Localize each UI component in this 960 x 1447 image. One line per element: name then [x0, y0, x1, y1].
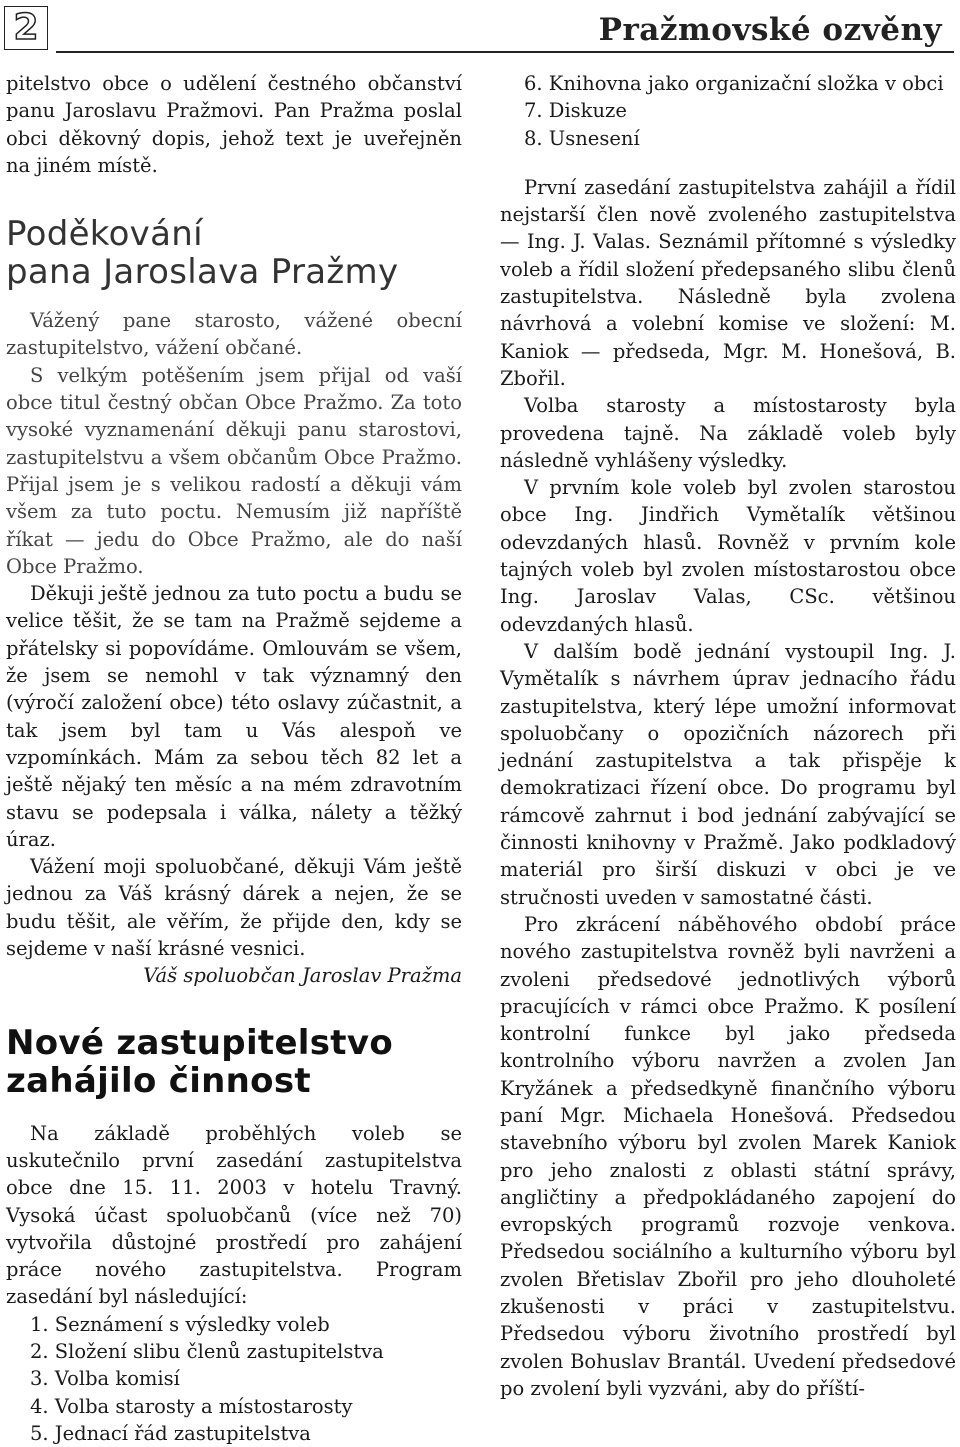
- list-item: 5. Jednací řád zastupitelstva: [30, 1421, 311, 1445]
- list-item: 1. Seznámení s výsledky voleb: [30, 1312, 330, 1336]
- list-item: 6. Knihovna jako organizační složka v obci: [524, 72, 944, 95]
- masthead: Pražmovské ozvěny: [598, 12, 942, 48]
- article-paragraph: V dalším bodě jednání vystoupil Ing. J. Vymětalík s návrhem úprav jednacího řádu zastupitelstva, který lépe umožní informovat spoluobčany o opozičních názorech při jednání zastupitelstva a tak přispěje k demokratizaci řízení obce. Do programu byl rámcově zahrnut i bod jednání zabývající se činnosti knihovny v Pražmě. Jako podkladový materiál pro širší diskuzi v obci je ve stručnosti uveden v samostatné části.: [500, 639, 956, 909]
- article-paragraph: První zasedání zastupitelstva zahájil a řídil nejstarší člen nově zvoleného zastupitelstva — Ing. J. Valas. Seznámil přítomné s výsledky voleb a řídil složení předepsaného slibu členů zastupitelstva. Následně byla zvolena návrhová a volební komise ve složení: M. Kaniok — předseda, Mgr. M. Honešová, B. Zbořil.: [500, 175, 956, 390]
- intro-paragraph: pitelstvo obce o udělení čestného občanství panu Jaroslavu Pražmovi. Pan Pražma poslal obci děkovný dopis, jehož text je uveřejněn na jiném místě.: [6, 72, 462, 177]
- article-paragraph: Pro zkrácení náběhového období práce nového zastupitelstva rovněž byli navrženi a zvoleni předsedové jednotlivých výborů pracujících v rámci obce Pražmo. K posílení kontrolní funkce byl jako předseda kontrolního výboru navržen a zvolen Jan Kryžánek a předsedkyně finančního výboru paní Mgr. Michaela Honešová. Předsedou stavebního výboru byl zvolen Marek Kaniok pro jeho znalosti z oblasti státní správy, angličtiny a předpokládaného zapojení do evropských programů rozvoje venkova. Předsedou sociálního a kulturního výboru byl zvolen Břetislav Zbořil pro jeho dlouholeté zkušenosti v práci v zastupitelstvu. Předsedou výboru životního prostředí byl zvolen Bohuslav Brantál. Uvedení předsedové po zvolení byli vyzváni, aby do příští-: [500, 912, 956, 1400]
- header-rule: [56, 51, 954, 53]
- page-number: 2: [4, 6, 48, 50]
- article-paragraph: Na základě proběhlých voleb se uskutečnilo první zasedání zastupitelstva obce dne 15. 11. 2003 v hotelu Travný. Vysoká účast spoluobčanů (více než 70) vytvořila důstojné prostředí pro zahájení práce nového zastupitelstva. Program zasedání byl následující:: [6, 1121, 462, 1309]
- right-column: [500, 70, 956, 1402]
- letter-paragraph: Děkuji ještě jednou za tuto poctu a budu se velice těšit, že se tam na Pražmě sejdeme a přátelsky si popovídáme. Omlouvám se všem, že jsem se nemohl v tak významný den (výročí založení obce) této oslavy zúčastnit, a tak jsem byl tam u Vás alespoň ve vzpomínkách. Mám za sebou těch 82 let a ještě nějaký ten měsíc a na mém zdravotním stavu se podepsala i válka, nálety a těžký úraz.: [6, 582, 462, 851]
- program-list-continued: [500, 70, 956, 152]
- signature: Váš spoluobčan Jaroslav Pražma: [143, 964, 462, 988]
- title-line: zahájilo činnost: [6, 1060, 311, 1101]
- list-item: 2. Složení slibu členů zastupitelstva: [30, 1339, 384, 1363]
- left-column: [6, 70, 462, 1447]
- list-item: 8. Usnesení: [524, 126, 640, 150]
- article-title-council: [6, 1024, 462, 1100]
- title-line: Poděkování: [6, 214, 203, 255]
- salutation: Vážený pane starosto, vážené obecní zastupitelstvo, vážení občané.: [6, 309, 462, 360]
- article-paragraph: V prvním kole voleb byl zvolen starostou obce Ing. Jindřich Vymětalík většinou odevzdaných hlasů. Rovněž v prvním kole tajných voleb byl zvolen místostarostou obce Ing. Jaroslav Valas, CSc. většinou odevzdaných hlasů.: [500, 476, 956, 636]
- program-list: [6, 1311, 462, 1447]
- list-item: 3. Volba komisí: [30, 1367, 180, 1391]
- bold-text: čestný občan Obce Pražmo.: [107, 391, 384, 415]
- title-line: Nové zastupitelstvo: [6, 1022, 393, 1063]
- text-run: S velkým potěšením jsem přijal od vaší obce titul: [6, 363, 462, 415]
- text-run: Za toto vysoké vyznamenání děkuji panu starostovi, zastupitelstvu a všem občanům Obce Pražmo. Přijal jsem je s velikou radostí a děkuji vám všem za tuto poctu. Nemusím již napříště říkat — jedu do Obce Pražmo, ale do: [6, 391, 462, 551]
- letter-paragraph: [6, 362, 462, 580]
- bold-text: naší Obce Pražmo.: [6, 527, 462, 578]
- list-item: 4. Volba starosty a místostarosty: [30, 1394, 353, 1418]
- title-line: pana Jaroslava Pražmy: [6, 252, 399, 293]
- letter-paragraph: Vážení moji spoluobčané, děkuji Vám ještě jednou za Váš krásný dárek a nejen, že se budu těšit, ale věřím, že přijde den, kdy se sejdeme v naší krásné vesnici.: [6, 855, 462, 961]
- list-item: 7. Diskuze: [524, 99, 627, 123]
- article-paragraph: Volba starosty a místostarosty byla provedena tajně. Na základě voleb byly následně vyhlášeny výsledky.: [500, 394, 956, 472]
- article-title-thanks: [6, 215, 462, 291]
